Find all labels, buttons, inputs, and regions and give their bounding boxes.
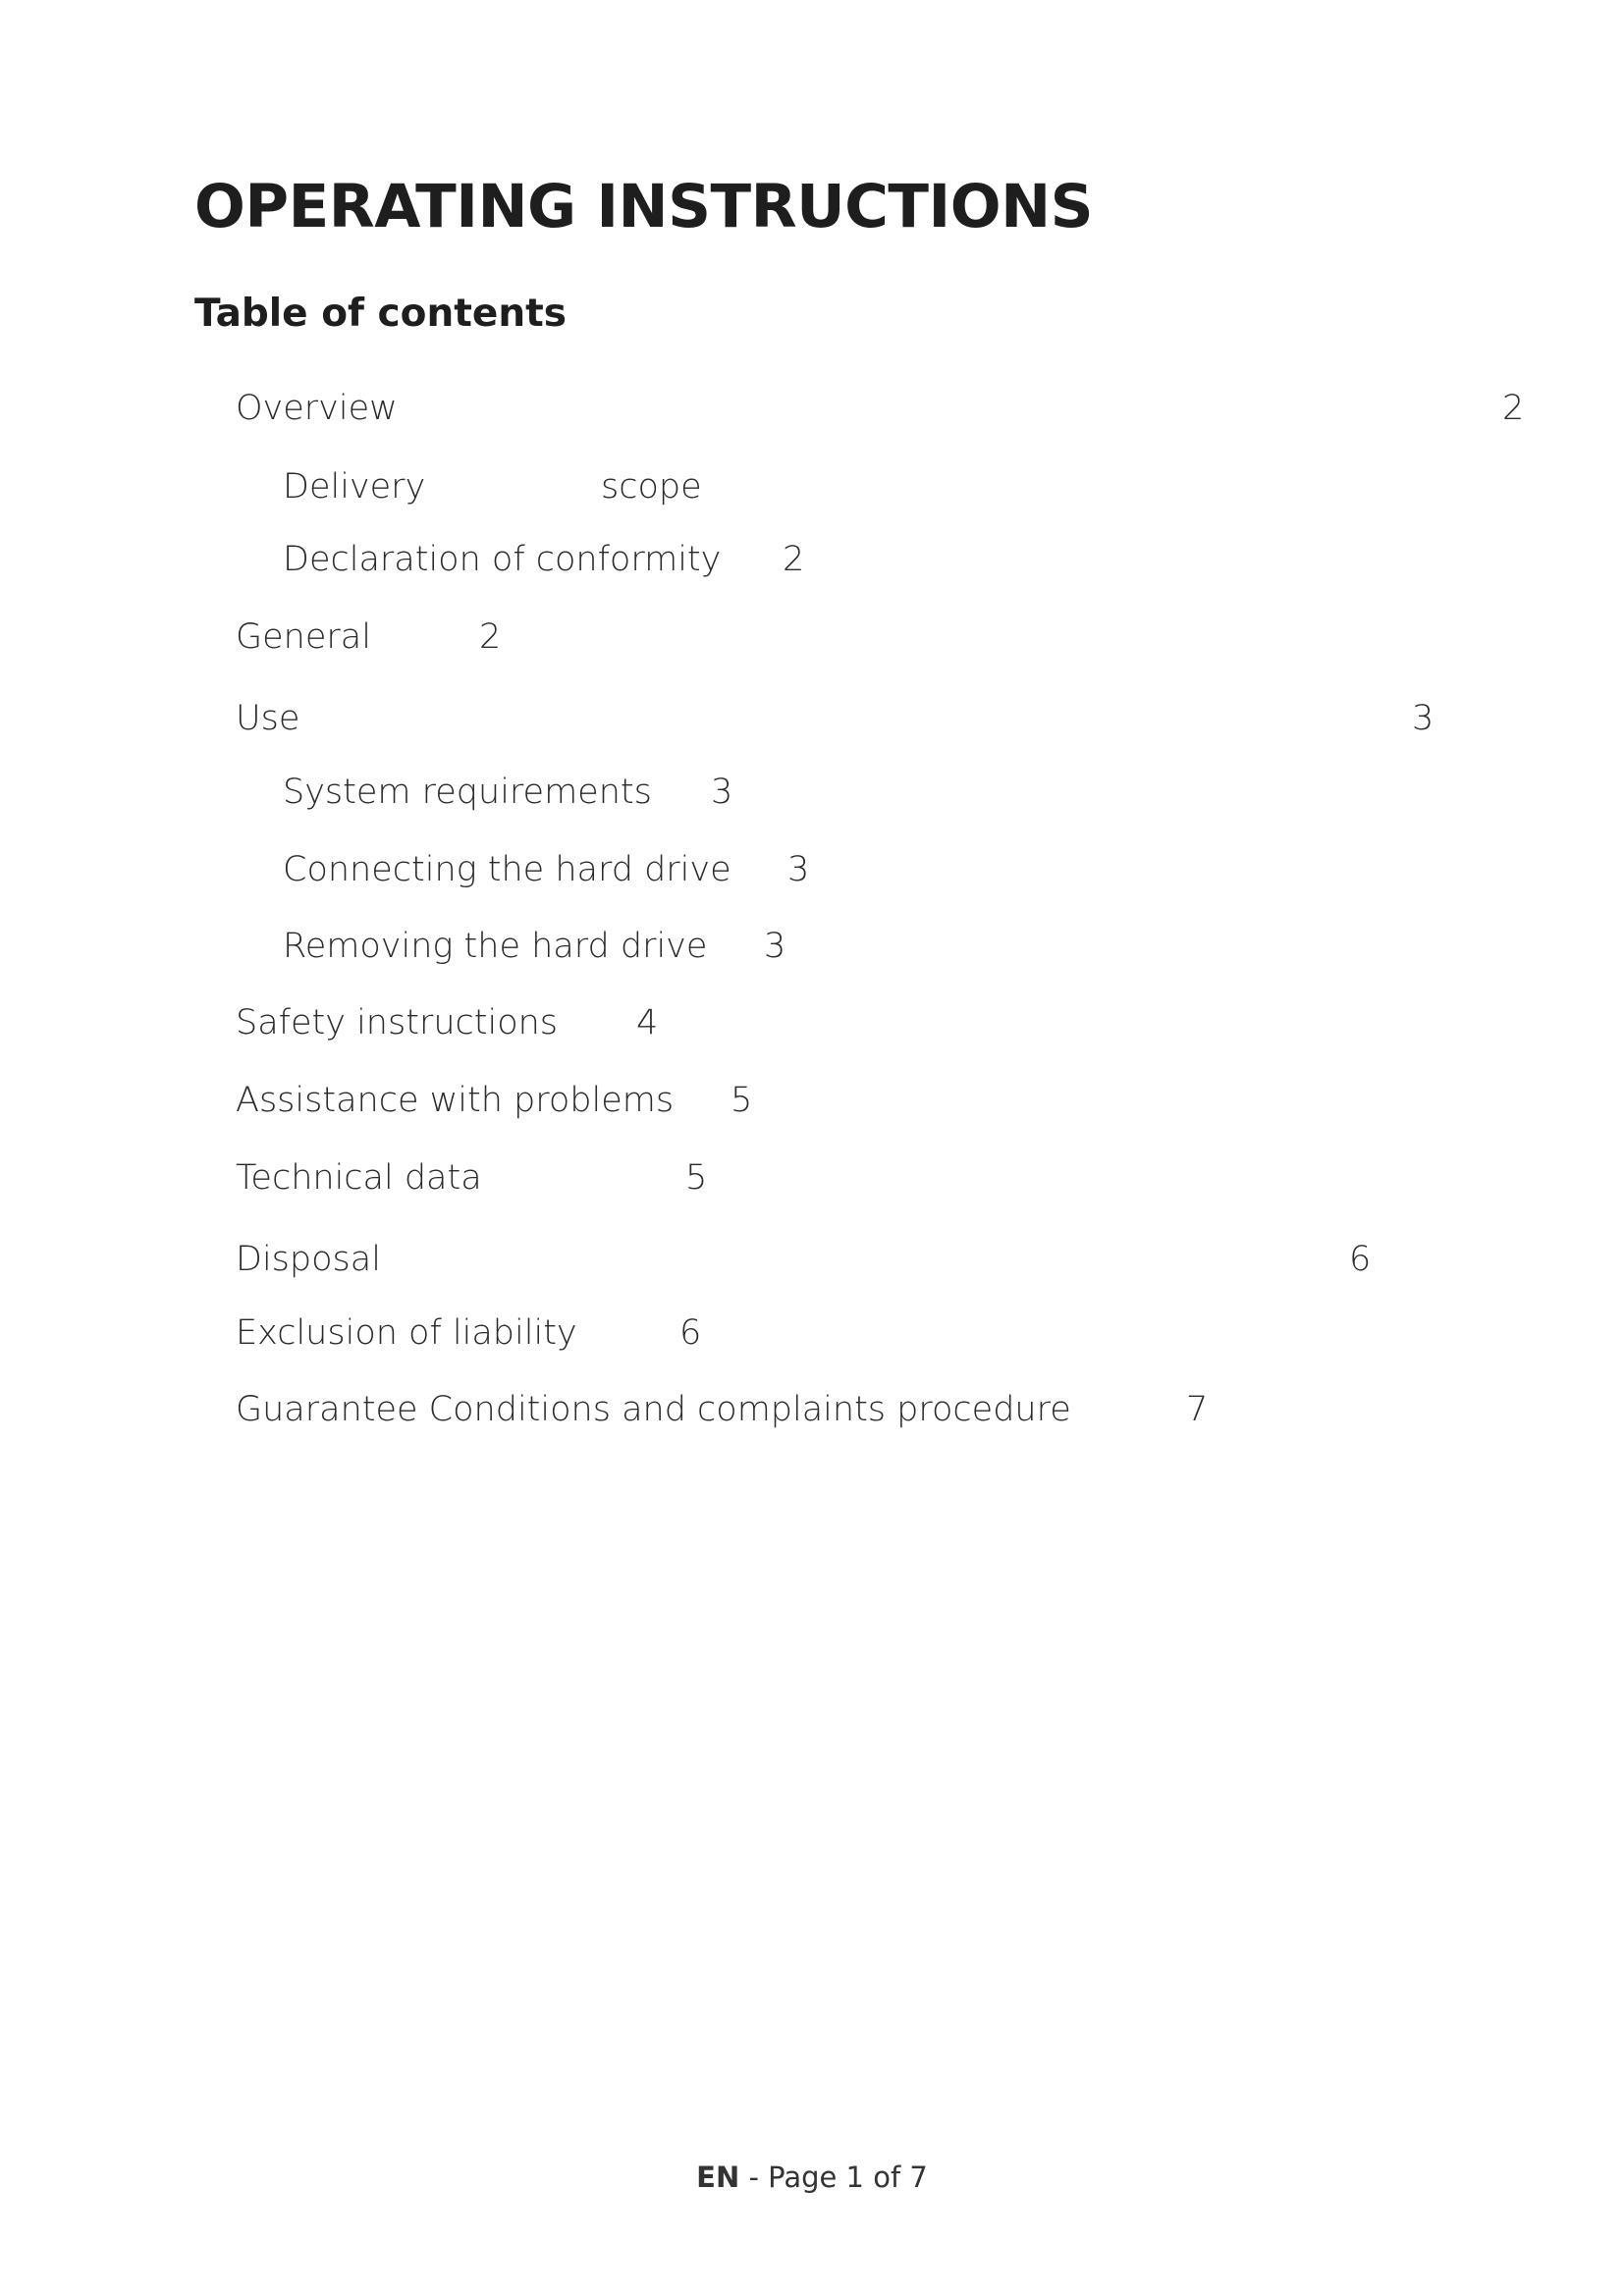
toc-entry-label: Technical data — [236, 1158, 482, 1198]
page-footer — [0, 2160, 1624, 2195]
toc-entry-declaration-of-conformity[interactable] — [0, 540, 1624, 579]
toc-entry-system-requirements[interactable] — [0, 773, 1624, 812]
toc-entry-label: Guarantee Conditions and complaints procedure — [236, 1390, 1071, 1429]
toc-entry-label: Overview — [236, 389, 398, 428]
toc-entry-page: 7 — [1186, 1390, 1209, 1429]
toc-entry-page: 2 — [479, 617, 502, 657]
footer-language: EN — [696, 2161, 740, 2194]
toc-heading: Table of contents — [194, 292, 567, 336]
toc-entry-page: 4 — [636, 1003, 659, 1042]
toc-entry-label: System requirements — [283, 773, 652, 812]
toc-entry-page: 6 — [679, 1313, 702, 1353]
toc-entry-label: Removing the hard drive — [283, 927, 708, 966]
toc-entry-page: 3 — [711, 773, 733, 812]
toc-entry-page: 3 — [764, 927, 786, 966]
toc-entry-label: Declaration of conformity — [283, 540, 722, 579]
toc-entry-exclusion-of-liability[interactable] — [0, 1313, 1624, 1353]
toc-entry-label: Connecting the hard drive — [283, 850, 731, 889]
toc-entry-overview[interactable] — [0, 389, 1624, 428]
page-title: OPERATING INSTRUCTIONS — [194, 172, 1094, 241]
toc-entry-page: 2 — [783, 540, 805, 579]
toc-entry-general[interactable] — [0, 617, 1624, 657]
toc-entry-guarantee-conditions[interactable] — [0, 1390, 1624, 1429]
toc-entry-page: 5 — [731, 1081, 753, 1120]
toc-entry-page: 3 — [787, 850, 810, 889]
toc-entry-page: scope — [601, 467, 702, 507]
toc-entry-use[interactable] — [0, 699, 1624, 738]
toc-entry-page: 5 — [685, 1158, 708, 1198]
toc-entry-label: Exclusion of liability — [236, 1313, 577, 1353]
toc-entry-page: 3 — [1412, 699, 1435, 738]
toc-entry-safety-instructions[interactable] — [0, 1003, 1624, 1042]
toc-entry-label: Assistance with problems — [236, 1081, 675, 1120]
toc-entry-delivery-scope[interactable] — [0, 467, 1624, 507]
toc-entry-page: 2 — [1502, 389, 1525, 428]
toc-entry-removing-the-hard-drive[interactable] — [0, 927, 1624, 966]
toc-entry-label: Use — [236, 699, 300, 738]
toc-entry-label: Delivery — [283, 467, 426, 507]
toc-entry-label: Safety instructions — [236, 1003, 559, 1042]
toc-entry-assistance-with-problems[interactable] — [0, 1081, 1624, 1120]
footer-page-number: - Page 1 of 7 — [739, 2161, 928, 2194]
toc-entry-label: Disposal — [236, 1240, 381, 1279]
toc-entry-disposal[interactable] — [0, 1240, 1624, 1279]
toc-entry-label: General — [236, 617, 371, 657]
toc-entry-page: 6 — [1349, 1240, 1372, 1279]
toc-entry-connecting-the-hard-drive[interactable] — [0, 850, 1624, 889]
toc-entry-technical-data[interactable] — [0, 1158, 1624, 1198]
